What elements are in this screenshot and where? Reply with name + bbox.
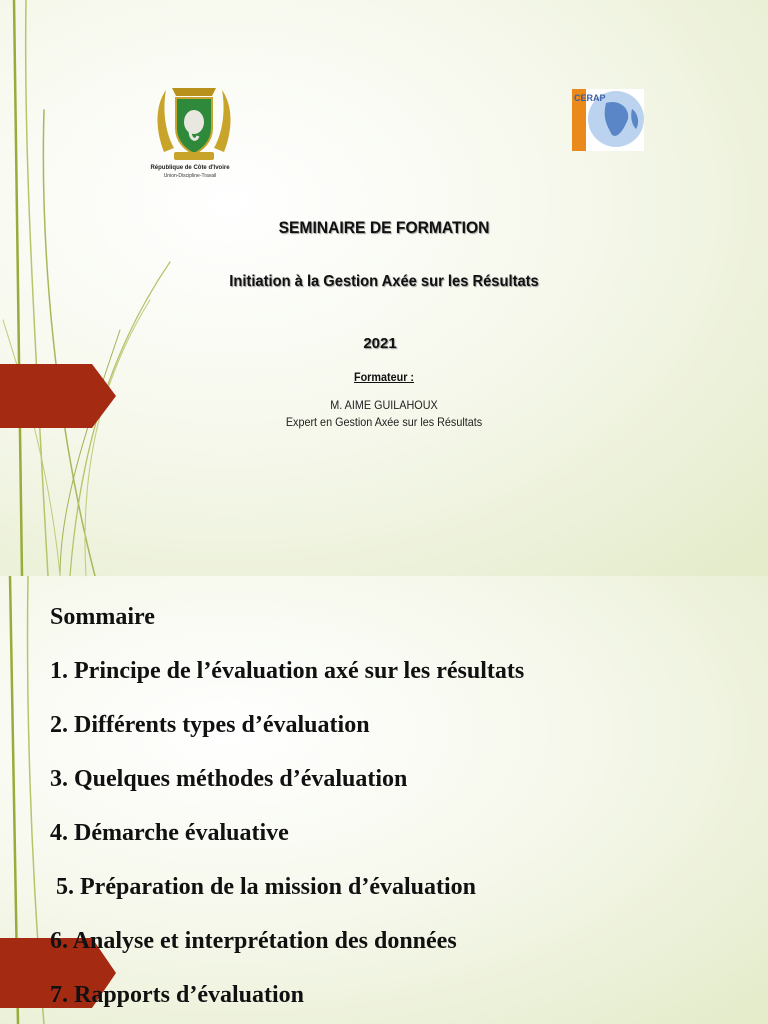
trainer-title: Expert en Gestion Axée sur les Résultats	[285, 415, 483, 429]
summary-slide	[0, 576, 768, 1024]
cerap-globe-logo	[572, 89, 644, 151]
trainer-name: M. AIME GUILAHOUX	[330, 398, 438, 412]
republic-motto: Union-Discipline-Travail	[163, 173, 217, 179]
summary-item: 7. Rapports d’évaluation	[50, 982, 305, 1008]
year: 2021	[363, 335, 397, 352]
summary-item: 3. Quelques méthodes d’évaluation	[50, 766, 408, 792]
trainer-label: Formateur :	[353, 370, 415, 384]
summary-item: 1. Principe de l’évaluation axé sur les résultats	[50, 658, 525, 684]
coat-of-arms-icon	[152, 82, 236, 166]
seminar-title: SEMINAIRE DE FORMATION	[278, 218, 490, 237]
summary-item: 4. Démarche évaluative	[50, 820, 289, 846]
summary-item: 2. Différents types d’évaluation	[50, 712, 370, 738]
summary-item: 6. Analyse et interprétation des données	[50, 928, 457, 954]
summary-heading: Sommaire	[50, 604, 155, 630]
seminar-subtitle: Initiation à la Gestion Axée sur les Résultats	[229, 273, 539, 290]
summary-item: 5. Préparation de la mission d’évaluation	[50, 874, 477, 900]
cerap-logo-text: CERAP	[574, 93, 606, 103]
republic-name: République de Côte d'Ivoire	[150, 165, 230, 171]
